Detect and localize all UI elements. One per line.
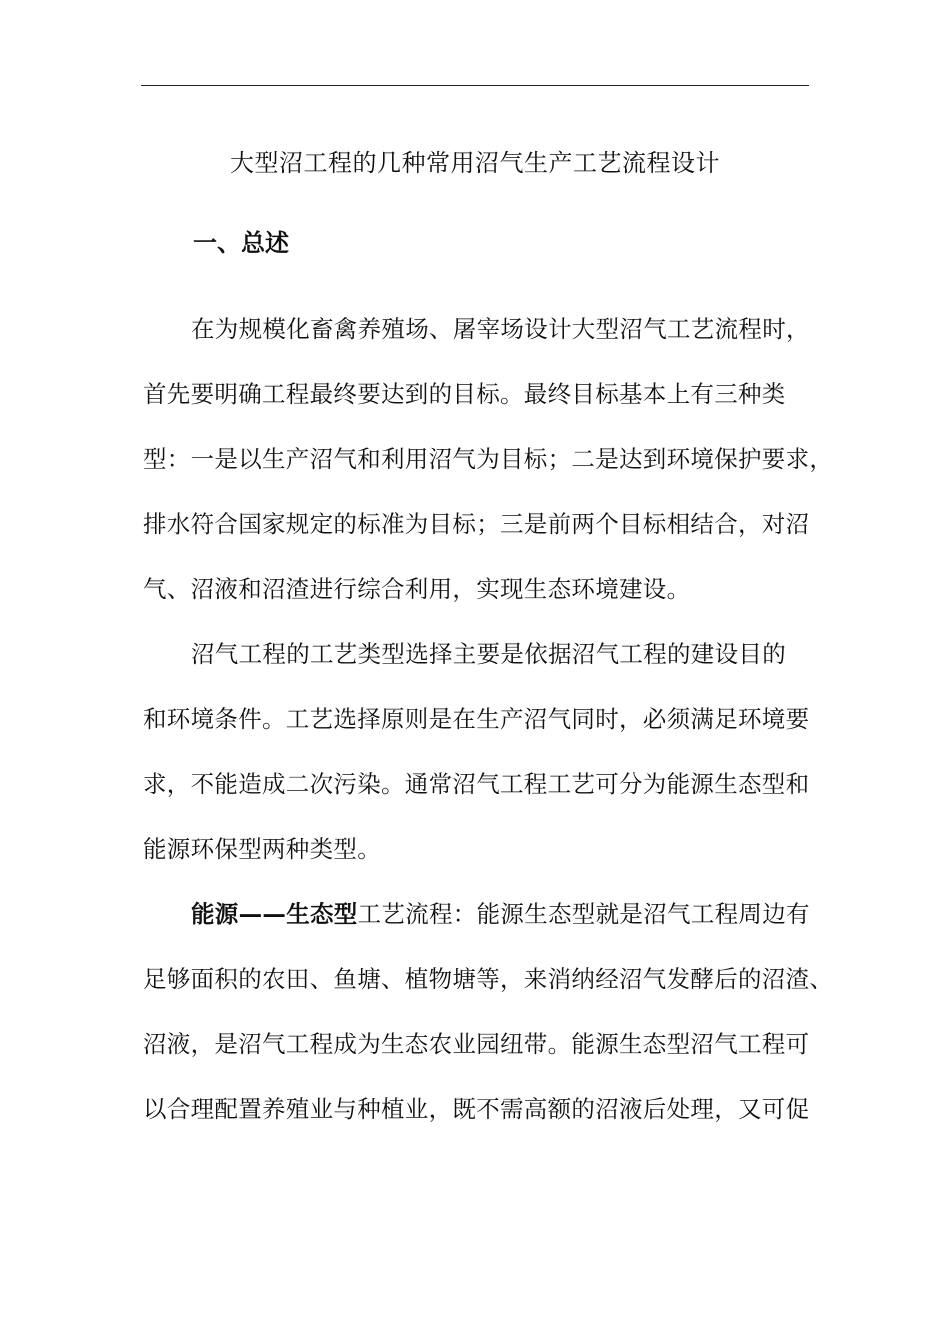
paragraph-line: 以合理配置养殖业与种植业，既不需高额的沼液后处理，又可促 — [143, 1095, 810, 1123]
paragraph-line: 和环境条件。工艺选择原则是在生产沼气同时，必须满足环境要 — [143, 705, 810, 733]
paragraph-line: 沼液，是沼气工程成为生态农业园纽带。能源生态型沼气工程可 — [143, 1030, 810, 1058]
bold-lead-term: 能源——生态型 — [191, 900, 358, 928]
paragraph-line: 沼气工程的工艺类型选择主要是依据沼气工程的建设目的 — [191, 640, 786, 668]
header-rule — [141, 85, 809, 86]
paragraph-3 — [143, 882, 834, 1142]
paragraph-line: 能源环保型两种类型。 — [143, 835, 381, 863]
document-body — [143, 297, 834, 1142]
document-title: 大型沼工程的几种常用沼气生产工艺流程设计 — [230, 149, 720, 177]
paragraph-line: 气、沼液和沼渣进行综合利用，实现生态环境建设。 — [143, 575, 691, 603]
paragraph-line: 在为规模化畜禽养殖场、屠宰场设计大型沼气工艺流程时， — [191, 315, 810, 343]
paragraph-line: 求，不能造成二次污染。通常沼气工程工艺可分为能源生态型和 — [143, 770, 810, 798]
paragraph-1 — [143, 297, 834, 622]
paragraph-line — [143, 882, 823, 947]
paragraph-line: 型：一是以生产沼气和利用沼气为目标；二是达到环境保护要求， — [143, 445, 834, 473]
paragraph-line-rest: 工艺流程：能源生态型就是沼气工程周边有 — [357, 900, 810, 928]
paragraph-line: 足够面积的农田、鱼塘、植物塘等，来消纳经沼气发酵后的沼渣、 — [143, 965, 834, 993]
paragraph-2 — [143, 622, 823, 882]
section-heading: 一、总述 — [193, 229, 289, 257]
paragraph-line: 排水符合国家规定的标准为目标；三是前两个目标相结合，对沼 — [143, 510, 810, 538]
paragraph-line: 首先要明确工程最终要达到的目标。最终目标基本上有三种类 — [143, 380, 786, 408]
